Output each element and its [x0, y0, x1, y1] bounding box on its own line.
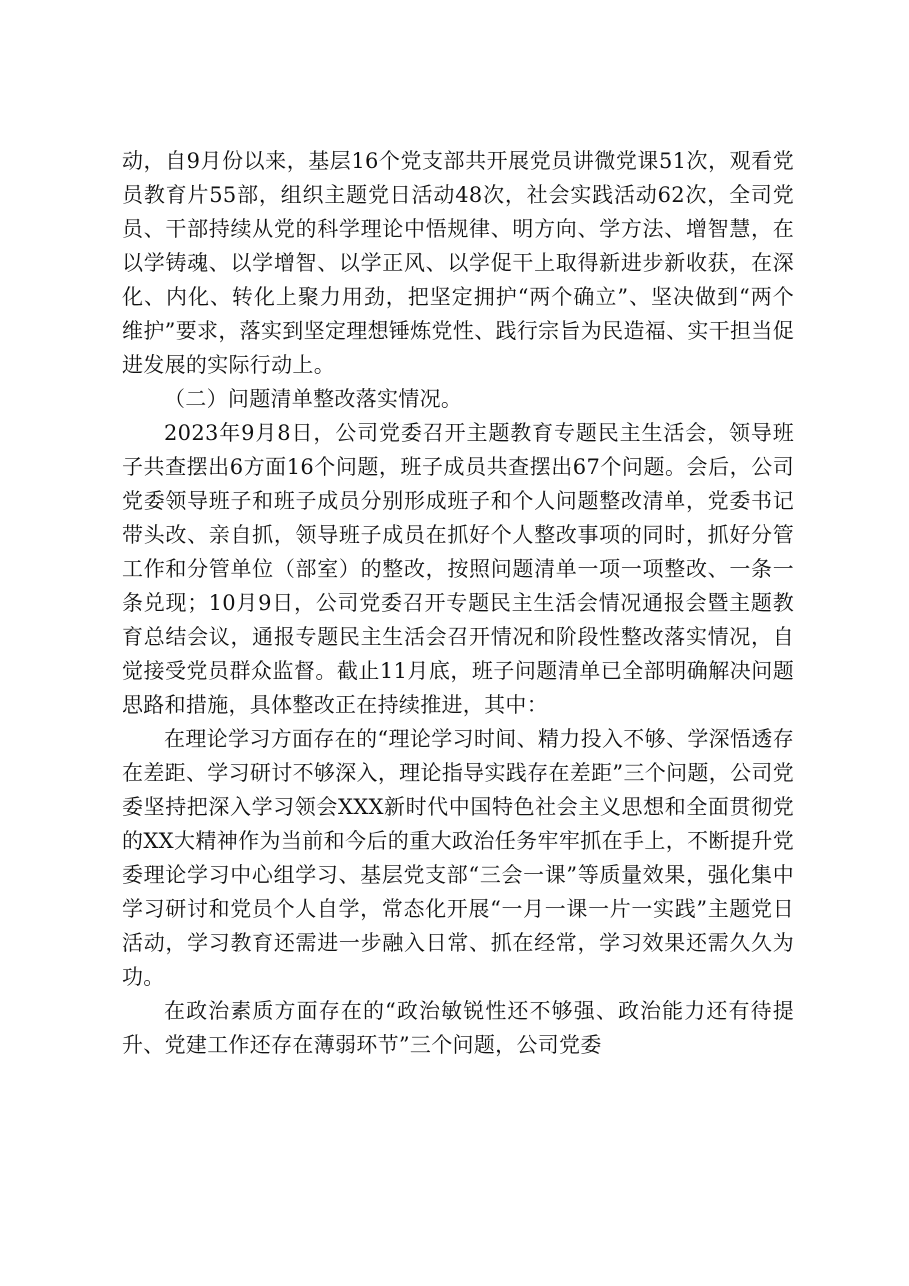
paragraph-continued: 动，自9月份以来，基层16个党支部共开展党员讲微党课51次，观看党员教育片55部，组织主题党日活动48次，社会实践活动62次，全司党员、干部持续从党的科学理论中悟规律、明方向、学方法、增智慧，在以学铸魂、以学增智、以学正风、以学促干上取得新进步新收获，在深化、内化、转化上聚力用劲，把坚定拥护“两个确立”、坚决做到“两个维护”要求，落实到坚定理想锤炼党性、践行宗旨为民造福、实干担当促进发展的实际行动上。: [122, 149, 794, 377]
paragraph: 在政治素质方面存在的“政治敏锐性还不够强、政治能力还有待提升、党建工作还存在薄弱环节”三个问题，公司党委: [122, 999, 794, 1057]
paragraph: 在理论学习方面存在的“理论学习时间、精力投入不够、学深悟透存在差距、学习研讨不够深入，理论指导实践存在差距”三个问题，公司党委坚持把深入学习领会XXX新时代中国特色社会主义思想和全面贯彻党的XX大精神作为当前和今后的重大政治任务牢牢抓在手上，不断提升党委理论学习中心组学习、基层党支部“三会一课”等质量效果，强化集中学习研讨和党员个人自学，常态化开展“一月一课一片一实践”主题党日活动，学习教育还需进一步融入日常、抓在经常，学习效果还需久久为功。: [122, 727, 794, 989]
section-heading: （二）问题清单整改落实情况。: [164, 387, 463, 411]
paragraph: 2023年9月8日，公司党委召开主题教育专题民主生活会，领导班子共查摆出6方面16个问题，班子成员共查摆出67个问题。会后，公司党委领导班子和班子成员分别形成班子和个人问题整改清单，党委书记带头改、亲自抓，领导班子成员在抓好个人整改事项的同时，抓好分管工作和分管单位（部室）的整改，按照问题清单一项一项整改、一条一条兑现；10月9日，公司党委召开专题民主生活会情况通报会暨主题教育总结会议，通报专题民主生活会召开情况和阶段性整改落实情况，自觉接受党员群众监督。截止11月底，班子问题清单已全部明确解决问题思路和措施，具体整改正在持续推进，其中：: [122, 421, 794, 717]
document-body: [122, 144, 794, 1062]
